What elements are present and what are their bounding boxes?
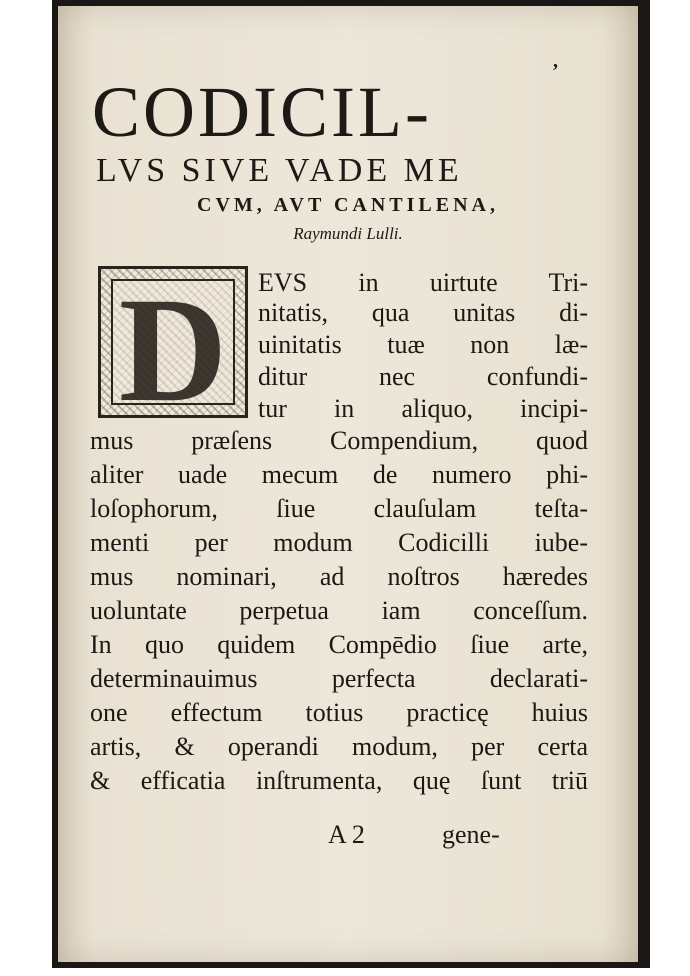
title-line-3: CVM, AVT CANTILENA, xyxy=(197,194,499,216)
printer-mark: ’ xyxy=(552,60,559,82)
text-line: tur in aliquo, incipi- xyxy=(258,394,588,423)
text-line: determinauimus perfecta declarati- xyxy=(90,664,588,693)
book-page xyxy=(58,6,638,962)
text-line: nitatis, qua unitas di- xyxy=(258,298,588,327)
text-line: artis, & operandi modum, per certa xyxy=(90,732,588,761)
title-line-1: CODICIL- xyxy=(92,72,432,152)
signature-mark: A 2 xyxy=(328,820,365,849)
body-text xyxy=(58,6,638,962)
title-line-2: LVS SIVE VADE ME xyxy=(96,152,463,189)
author-line: Raymundi Lulli. xyxy=(293,224,403,243)
text-line: & efficatia inſtrumenta, quę ſunt triū xyxy=(90,766,588,795)
text-line: uinitatis tuæ non læ- xyxy=(258,330,588,359)
text-line: one effectum totius practicę huius xyxy=(90,698,588,727)
text-line: EVS in uirtute Tri- xyxy=(258,268,588,297)
text-line: aliter uade mecum de numero phi- xyxy=(90,460,588,489)
catchword: gene- xyxy=(442,820,500,849)
text-line: mus præſens Compendium, quod xyxy=(90,426,588,455)
text-line: uoluntate perpetua iam conceſſum. xyxy=(90,596,588,625)
text-line: mus nominari, ad noſtros hæredes xyxy=(90,562,588,591)
initial-letter: D xyxy=(118,267,228,433)
text-line: ditur nec confundi- xyxy=(258,362,588,391)
text-line: loſophorum, ſiue clauſulam teſta- xyxy=(90,494,588,523)
text-line: In quo quidem Compēdio ſiue arte, xyxy=(90,630,588,659)
text-line: menti per modum Codicilli iube- xyxy=(90,528,588,557)
